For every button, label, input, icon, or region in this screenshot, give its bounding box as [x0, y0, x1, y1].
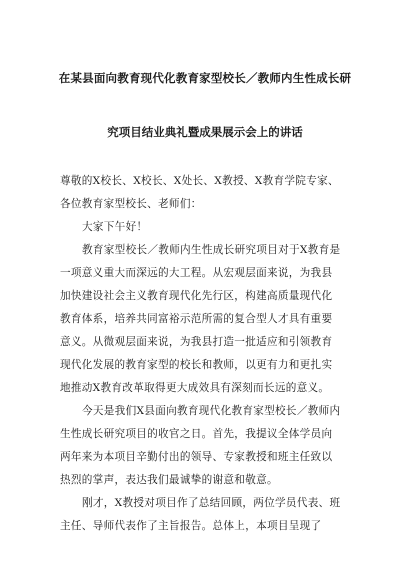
paragraph-line: 地推动X教育改革取得更大成效具有深刻而长远的意义。: [60, 382, 330, 394]
document-body: [60, 170, 358, 538]
paragraph-line: 加快建设社会主义教育现代化先行区，构建高质量现代化: [60, 290, 333, 302]
paragraph-line: 主任、导师代表作了主旨报告。总体上，本项目呈现了: [60, 520, 322, 532]
paragraph-line: 一项意义重大而深远的大工程。从宏观层面来说，为我县: [60, 267, 333, 279]
paragraph-line: 教育家型校长／教师内生性成长研究项目对于X教育是: [82, 244, 341, 256]
paragraph-line: 两年来为本项目辛勤付出的领导、专家教授和班主任致以: [60, 451, 333, 463]
paragraph-line: 刚才，X教授对项目作了总结回顾，两位学员代表、班: [82, 497, 341, 509]
greeting-line: 大家下午好！: [82, 221, 148, 233]
paragraph-line: 现代化发展的教育家型的校长和教师，以更有力和更扎实: [60, 359, 333, 371]
salutation-line-2: 各位教育家型校长、老师们：: [60, 198, 202, 210]
paragraph-line: 意义。从微观层面来说，为我县打造一批适应和引领教育: [60, 336, 333, 348]
paragraph-line: 教育体系，培养共同富裕示范所需的复合型人才具有重要: [60, 313, 333, 325]
document-title-line-2: 究项目结业典礼暨成果展示会上的讲话: [107, 125, 303, 139]
salutation-line-1: 尊敬的X校长、X校长、X处长、X教授、X教育学院专家、: [60, 175, 339, 187]
paragraph-line: 热烈的掌声，表达我们最诚挚的谢意和敬意。: [60, 474, 278, 486]
paragraph-line: 今天是我们X县面向教育现代化教育家型校长／教师内: [82, 405, 341, 417]
document-title-line-1: 在某县面向教育现代化教育家型校长／教师内生性成长研: [58, 71, 352, 85]
paragraph-line: 生性成长研究项目的收官之日。首先，我提议全体学员向: [60, 428, 333, 440]
